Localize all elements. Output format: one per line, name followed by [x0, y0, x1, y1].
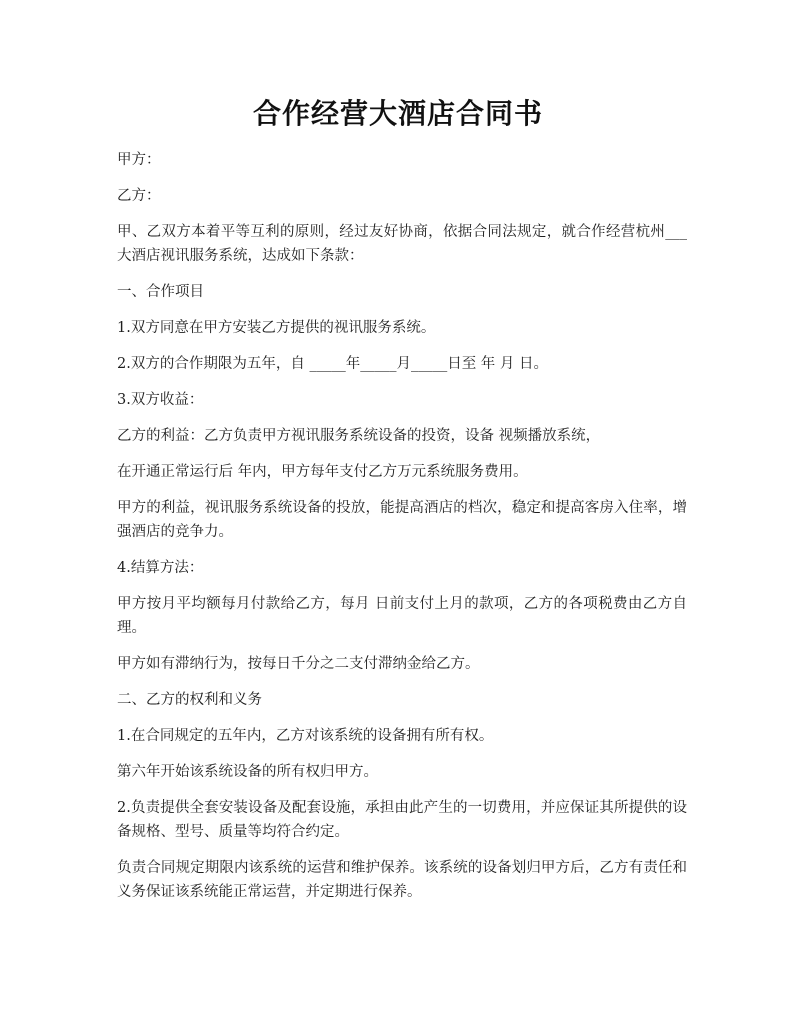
preamble-paragraph: 甲、乙双方本着平等互利的原则，经过友好协商，依据合同法规定，就合作经营杭州___大酒店视讯服务系统，达成如下条款：	[117, 224, 687, 264]
clause-2-2: 2.负责提供全套安装设备及配套设施，承担由此产生的一切费用，并应保证其所提供的设备规格、型号、质量等均符合约定。	[117, 800, 687, 840]
payment-paragraph: 甲方按月平均额每月付款给乙方，每月 日前支付上月的款项，乙方的各项税费由乙方自理。	[117, 596, 687, 636]
party-a-line: 甲方：	[117, 152, 161, 168]
party-a-benefit: 甲方的利益，视讯服务系统设备的投放，能提高酒店的档次，稳定和提高客房入住率，增强酒店的竞争力。	[117, 500, 687, 540]
late-fee-paragraph: 甲方如有滞纳行为，按每日千分之二支付滞纳金给乙方。	[117, 656, 480, 672]
section-heading-party-b: 二、乙方的权利和义务	[117, 692, 262, 708]
service-fee-paragraph: 在开通正常运行后 年内，甲方每年支付乙方万元系统服务费用。	[117, 464, 528, 480]
document-title: 合作经营大酒店合同书	[252, 97, 543, 130]
maintenance-paragraph: 负责合同规定期限内该系统的运营和维护保养。该系统的设备划归甲方后，乙方有责任和义务保证该系统能正常运营，并定期进行保养。	[117, 860, 687, 900]
document-body	[117, 148, 687, 916]
section-heading-cooperation: 一、合作项目	[117, 284, 204, 300]
party-b-benefit: 乙方的利益：乙方负责甲方视讯服务系统设备的投资，设备 视频播放系统，	[117, 428, 601, 444]
clause-2-1: 1.在合同规定的五年内，乙方对该系统的设备拥有所有权。	[117, 728, 494, 744]
ownership-transfer-paragraph: 第六年开始该系统设备的所有权归甲方。	[117, 764, 378, 780]
clause-1-4: 4.结算方法：	[117, 560, 204, 576]
clause-1-1: 1.双方同意在甲方安装乙方提供的视讯服务系统。	[117, 320, 436, 336]
clause-1-2: 2.双方的合作期限为五年，自 _____年_____月_____日至 年 月 日。	[117, 356, 549, 372]
party-b-line: 乙方：	[117, 188, 161, 204]
clause-1-3: 3.双方收益：	[117, 392, 204, 408]
